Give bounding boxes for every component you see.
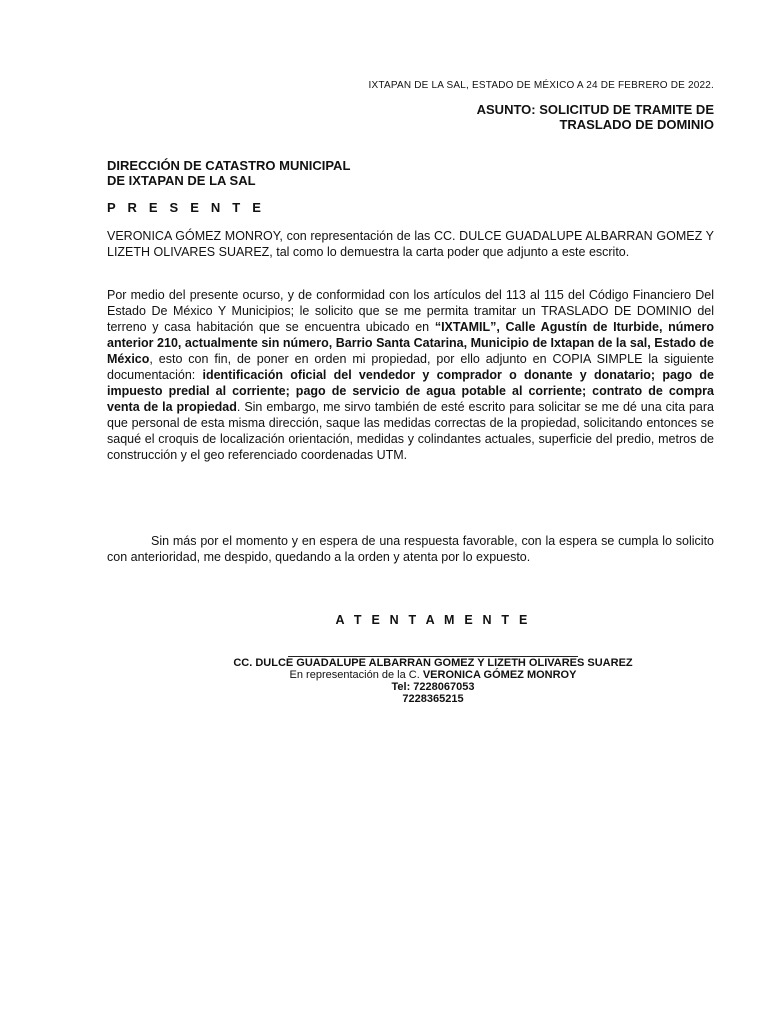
signatory-names: CC. DULCE GUADALUPE ALBARRAN GOMEZ Y LIZETH OLIVARES SUAREZ — [233, 657, 633, 669]
recipient-line-2: DE IXTAPAN DE LA SAL — [107, 173, 256, 188]
subject-line-2: TRASLADO DE DOMINIO — [559, 117, 714, 132]
request-text-2: , esto con fin, de poner en orden mi propiedad, por ello adjunto en COPIA SIMPLE la siguiente documentación: — [107, 352, 714, 382]
property-address: “IXTAMIL”, Calle Agustín de Iturbide, número anterior 210, actualmente sin número, Barrio Santa Catarina, Municipio de Ixtapan de la sal, Estado de México — [107, 320, 714, 366]
subject-line-1: ASUNTO: SOLICITUD DE TRAMITE DE — [476, 102, 714, 117]
paragraph-request — [107, 287, 714, 463]
representation-prefix: En representación de la C. — [289, 669, 423, 681]
representation-line — [0, 669, 768, 681]
request-text-1: Por medio del presente ocurso, y de conformidad con los artículos del 113 al 115 del Código Financiero Del Estado De México Y Municipios; le solicito que se me permita tramitar un TRASLADO DE DOMINIO del terreno y casa habitación que se encuentra ubicado en — [107, 288, 714, 334]
phone-2: 7228365215 — [402, 693, 464, 705]
signature-block — [0, 657, 768, 705]
request-text-3: . Sin embargo, me sirvo también de esté escrito para solicitar se me dé una cita para que personal de esta misma dirección, saque las medidas correctas de la propiedad, solicitando entonces se saqué el croquis de localización orientación, medidas y colindantes actuales, superficie del predio, metros de construcción y el geo referenciado coordenadas UTM. — [107, 400, 714, 462]
subject-block — [477, 102, 714, 132]
paragraph-farewell: Sin más por el momento y en espera de una respuesta favorable, con la espera se cumpla lo solicito con anterioridad, me despido, quedando a la orden y atenta por lo expuesto. — [107, 534, 714, 564]
document-list: identificación oficial del vendedor y comprador o donante y donatario; pago de impuesto predial al corriente; pago de servicio de agua potable al corriente; contrato de compra venta de la propiedad — [107, 368, 714, 414]
representative-name: VERONICA GÓMEZ MONROY — [422, 669, 577, 681]
phone-1: Tel: 7228067053 — [391, 681, 475, 693]
recipient-block — [107, 158, 350, 188]
place-and-date: IXTAPAN DE LA SAL, ESTADO DE MÉXICO A 24 DE FEBRERO DE 2022. — [368, 80, 714, 91]
paragraph-representation: VERONICA GÓMEZ MONROY, con representación de las CC. DULCE GUADALUPE ALBARRAN GOMEZ Y LIZETH OLIVARES SUAREZ, tal como lo demuestra la carta poder que adjunto a este escrito. — [107, 229, 714, 259]
closing-salutation: A T E N T A M E N T E — [335, 613, 531, 627]
greeting: P R E S E N T E — [107, 200, 266, 215]
recipient-line-1: DIRECCIÓN DE CATASTRO MUNICIPAL — [107, 158, 351, 173]
